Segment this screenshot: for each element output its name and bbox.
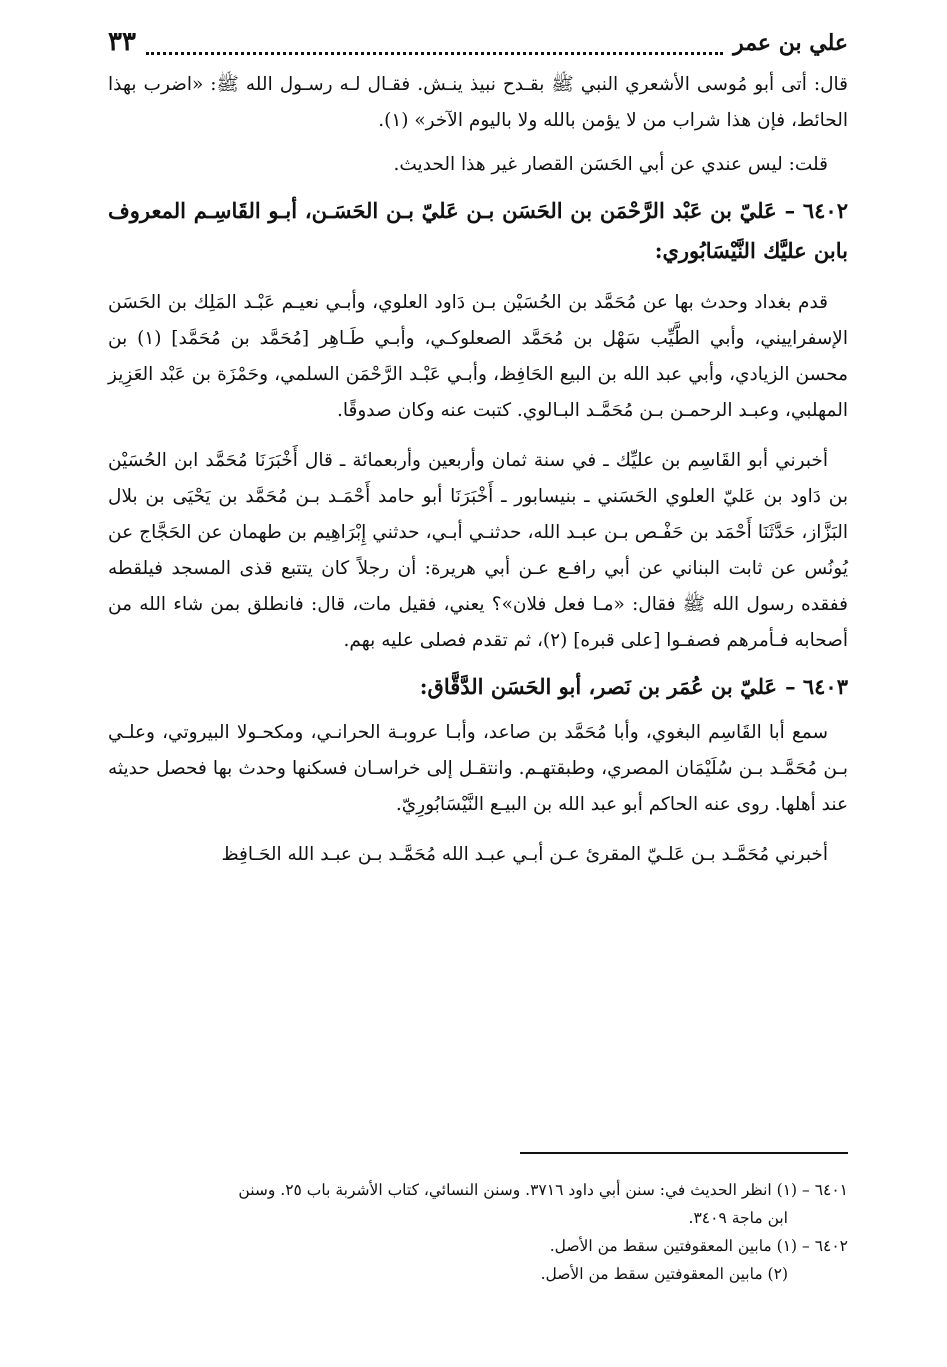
- entry-title: عَليّ بن عَبْد الرَّحْمَن بن الحَسَن بـن عَليّ بـن الحَسَـن، أبـو القَاسِـم المعروف بابن عليَّك النَّيْسَابُوري:: [108, 198, 848, 263]
- paragraph-biography: قدم بغداد وحدث بها عن مُحَمَّد بن الحُسَيْن بـن دَاود العلوي، وأبـي نعيـم عَبْـد المَلِك بن الحَسَن الإسفراييني، وأبي الطَّيِّب سَهْل بن مُحَمَّد الصعلوكـي، وأبـي طَـاهِر [مُحَمَّد بن مُحَمَّد] (١) بن محسن الزيادي، وأبي عبد الله بن البيع الحَافِظ، وأبـي عَبْـد الرَّحْمَن السلمي، وحَمْزَة بن عَبْد العَزِيز المهلبي، وعبـد الرحمـن بـن مُحَمَّـد البـالوي. كتبت عنه وكان صدوقًا.: [108, 292, 848, 421]
- header-dot-leader: [146, 52, 723, 55]
- paragraph-hadith-1: قال: أتى أبو مُوسى الأشعري النبي ﷺ بقـدح نبيذ ينـش. فقـال لـه رسـول الله ﷺ: «اضرب بهذا الحائط، فإن هذا شراب من لا يؤمن بالله ولا باليوم الآخر» (١).: [108, 74, 848, 131]
- footnote-6402-2: (٢) مابين المعقوفتين سقط من الأصل.: [540, 1265, 788, 1283]
- paragraph-isnad-2: أخبرني مُحَمَّـد بـن عَلـيّ المقرئ عـن أبـي عبـد الله مُحَمَّـد بـن عبـد الله الحَـافِظ: [221, 844, 828, 865]
- entry-number: ٦٤٠٢ –: [784, 198, 848, 223]
- running-header: [108, 22, 848, 63]
- header-title: علي بن عمر: [733, 30, 848, 56]
- page-body: [108, 22, 848, 873]
- footnote-6401-1-cont: ابن ماجة ٣٤٠٩.: [688, 1209, 788, 1227]
- entry-title: عَليّ بن عُمَر بن نَصر، أبو الحَسَن الدَّقَّاق:: [419, 674, 778, 699]
- footnote-6402-1: ٦٤٠٢ – (١) مابين المعقوفتين سقط من الأصل.: [549, 1237, 848, 1255]
- page-number: ٣٣: [108, 27, 136, 57]
- footnote-separator: [520, 1152, 848, 1154]
- entry-heading-6403: [108, 667, 848, 707]
- entry-heading-6402: [108, 191, 848, 271]
- paragraph-comment: قلت: ليس عندي عن أبي الحَسَن القصار غير هذا الحديث.: [393, 154, 828, 175]
- paragraph-isnad: أخبرني أبو القَاسِم بن عليِّك ـ في سنة ثمان وأربعين وأربعمائة ـ قال أَخْبَرَنَا مُحَمَّد ابن الحُسَيْن بن دَاود بن عَليّ العلوي الحَسَني ـ بنيسابور ـ أَخْبَرَنَا أبو حامد أَحْمَـد بـن مُحَمَّد بن يَحْيَى بن بلال البَزَّاز، حَدَّثَنَا أَحْمَد بن حَفْـص بـن عبـد الله، حدثنـي أبـي، حدثني إِبْرَاهِيم بن طهمان عن الحَجَّاج عن يُونُس عن ثابت البناني عن أبي رافـع عـن أبي هريرة: أن رجلاً كان يتتبع قذى المسجد فيلقطه ففقده رسول الله ﷺ فقال: «مـا فعل فلان»؟ يعني، فقيل مات، قال: فانطلق بمن شاء الله من أصحابه فـأمرهم فصفـوا [على قبره] (٢)، ثم تقدم فصلى عليه بهم.: [108, 450, 848, 651]
- entry-number: ٦٤٠٣ –: [785, 674, 848, 699]
- paragraph-biography-2: سمع أبا القَاسِم البغوي، وأبا مُحَمَّد بن صاعد، وأبـا عروبـة الحرانـي، ومكحـولا البيروتي، وعلـي بـن مُحَمَّـد بـن سُلَيْمَان المصري، وطبقتهـم. وانتقـل إلى خراسـان فسكنها وحدث بها فحصل حديثه عند أهلها. روى عنه الحاكم أبو عبد الله بن البيـع النَّيْسَابُورِيّ.: [108, 722, 848, 815]
- footnote-6401-1: ٦٤٠١ – (١) انظر الحديث في: سنن أبي داود ٣٧١٦. وسنن النسائي، كتاب الأشربة باب ٢٥. وسنن: [238, 1181, 848, 1199]
- footnotes: [108, 1176, 848, 1288]
